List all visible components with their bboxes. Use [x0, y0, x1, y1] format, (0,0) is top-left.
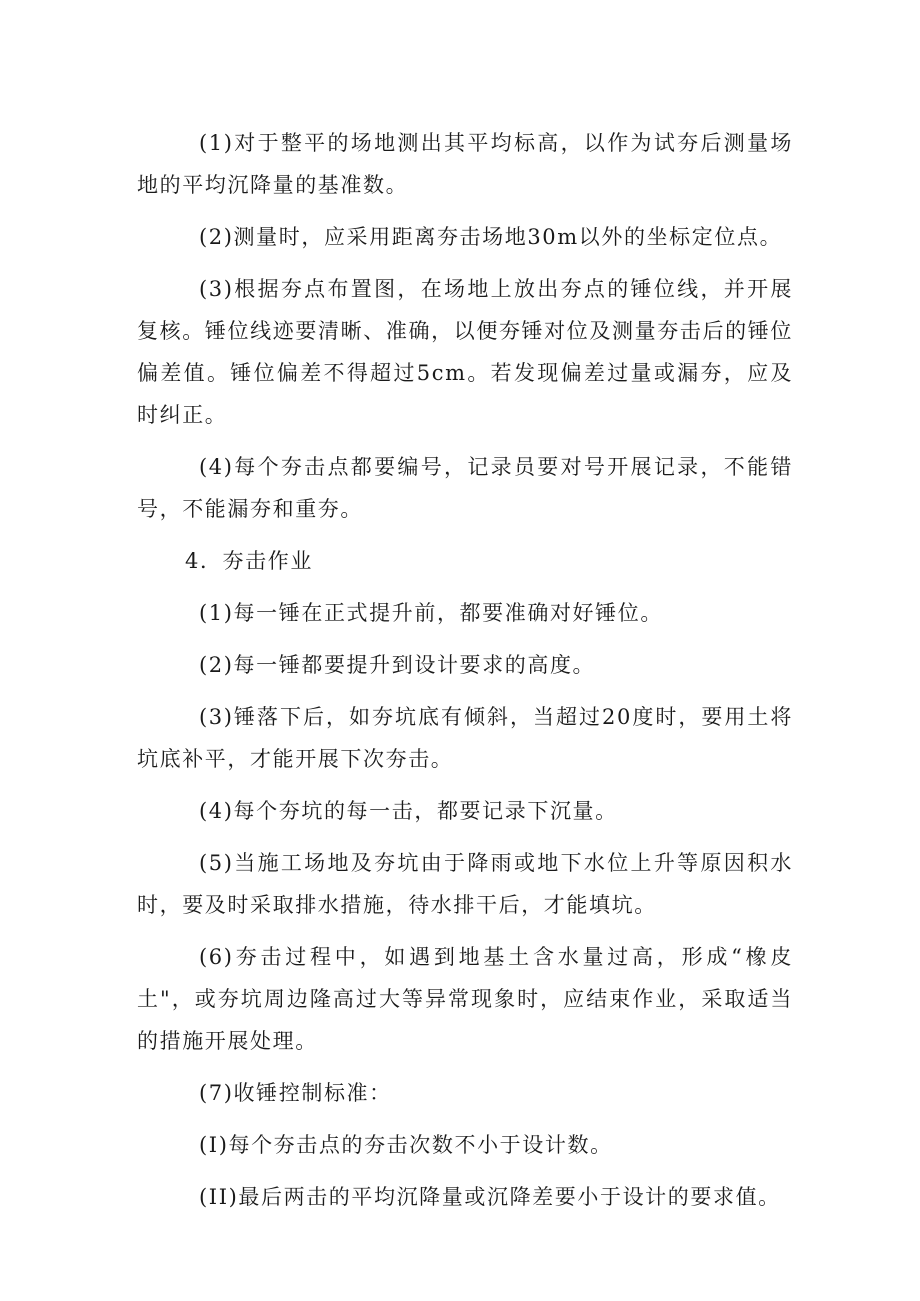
paragraph-5: (1)每一锤在正式提升前，都要准确对好锤位。 — [199, 601, 663, 625]
paragraph-8: (4)每个夯坑的每一击，都要记录下沉量。 — [199, 799, 618, 823]
paragraph-2: (2)测量时，应采用距离夯击场地30m以外的坐标定位点。 — [199, 225, 783, 249]
paragraph-9: (5)当施工场地及夯坑由于降雨或地下水位上升等原因积水时，要及时采取排水措施，待水排干后，才能填坑。 — [137, 851, 793, 917]
paragraph-11: (7)收锤控制标准： — [199, 1081, 392, 1105]
paragraph-13: (II)最后两击的平均沉降量或沉降差要小于设计的要求值。 — [199, 1185, 781, 1209]
paragraph-6: (2)每一锤都要提升到设计要求的高度。 — [199, 653, 596, 677]
paragraph-7: (3)锤落下后，如夯坑底有倾斜，当超过20度时，要用土将坑底补平，才能开展下次夯击。 — [137, 705, 793, 771]
paragraph-1: (1)对于整平的场地测出其平均标高，以作为试夯后测量场地的平均沉降量的基准数。 — [137, 131, 793, 197]
section-heading: 4．夯击作业 — [185, 549, 313, 573]
paragraph-4: (4)每个夯击点都要编号，记录员要对号开展记录，不能错号，不能漏夯和重夯。 — [137, 455, 793, 521]
paragraph-10: (6)夯击过程中，如遇到地基土含水量过高，形成“橡皮土"，或夯坑周边隆高过大等异常现象时，应结束作业，采取适当的措施开展处理。 — [137, 945, 793, 1053]
paragraph-3: (3)根据夯点布置图，在场地上放出夯点的锤位线，并开展复核。锤位线迹要清晰、准确，以便夯锤对位及测量夯击后的锤位偏差值。锤位偏差不得超过5cm。若发现偏差过量或漏夯，应及时纠正。 — [137, 277, 793, 427]
paragraph-12: (I)每个夯击点的夯击次数不小于设计数。 — [199, 1133, 613, 1157]
document-body — [137, 122, 793, 1228]
